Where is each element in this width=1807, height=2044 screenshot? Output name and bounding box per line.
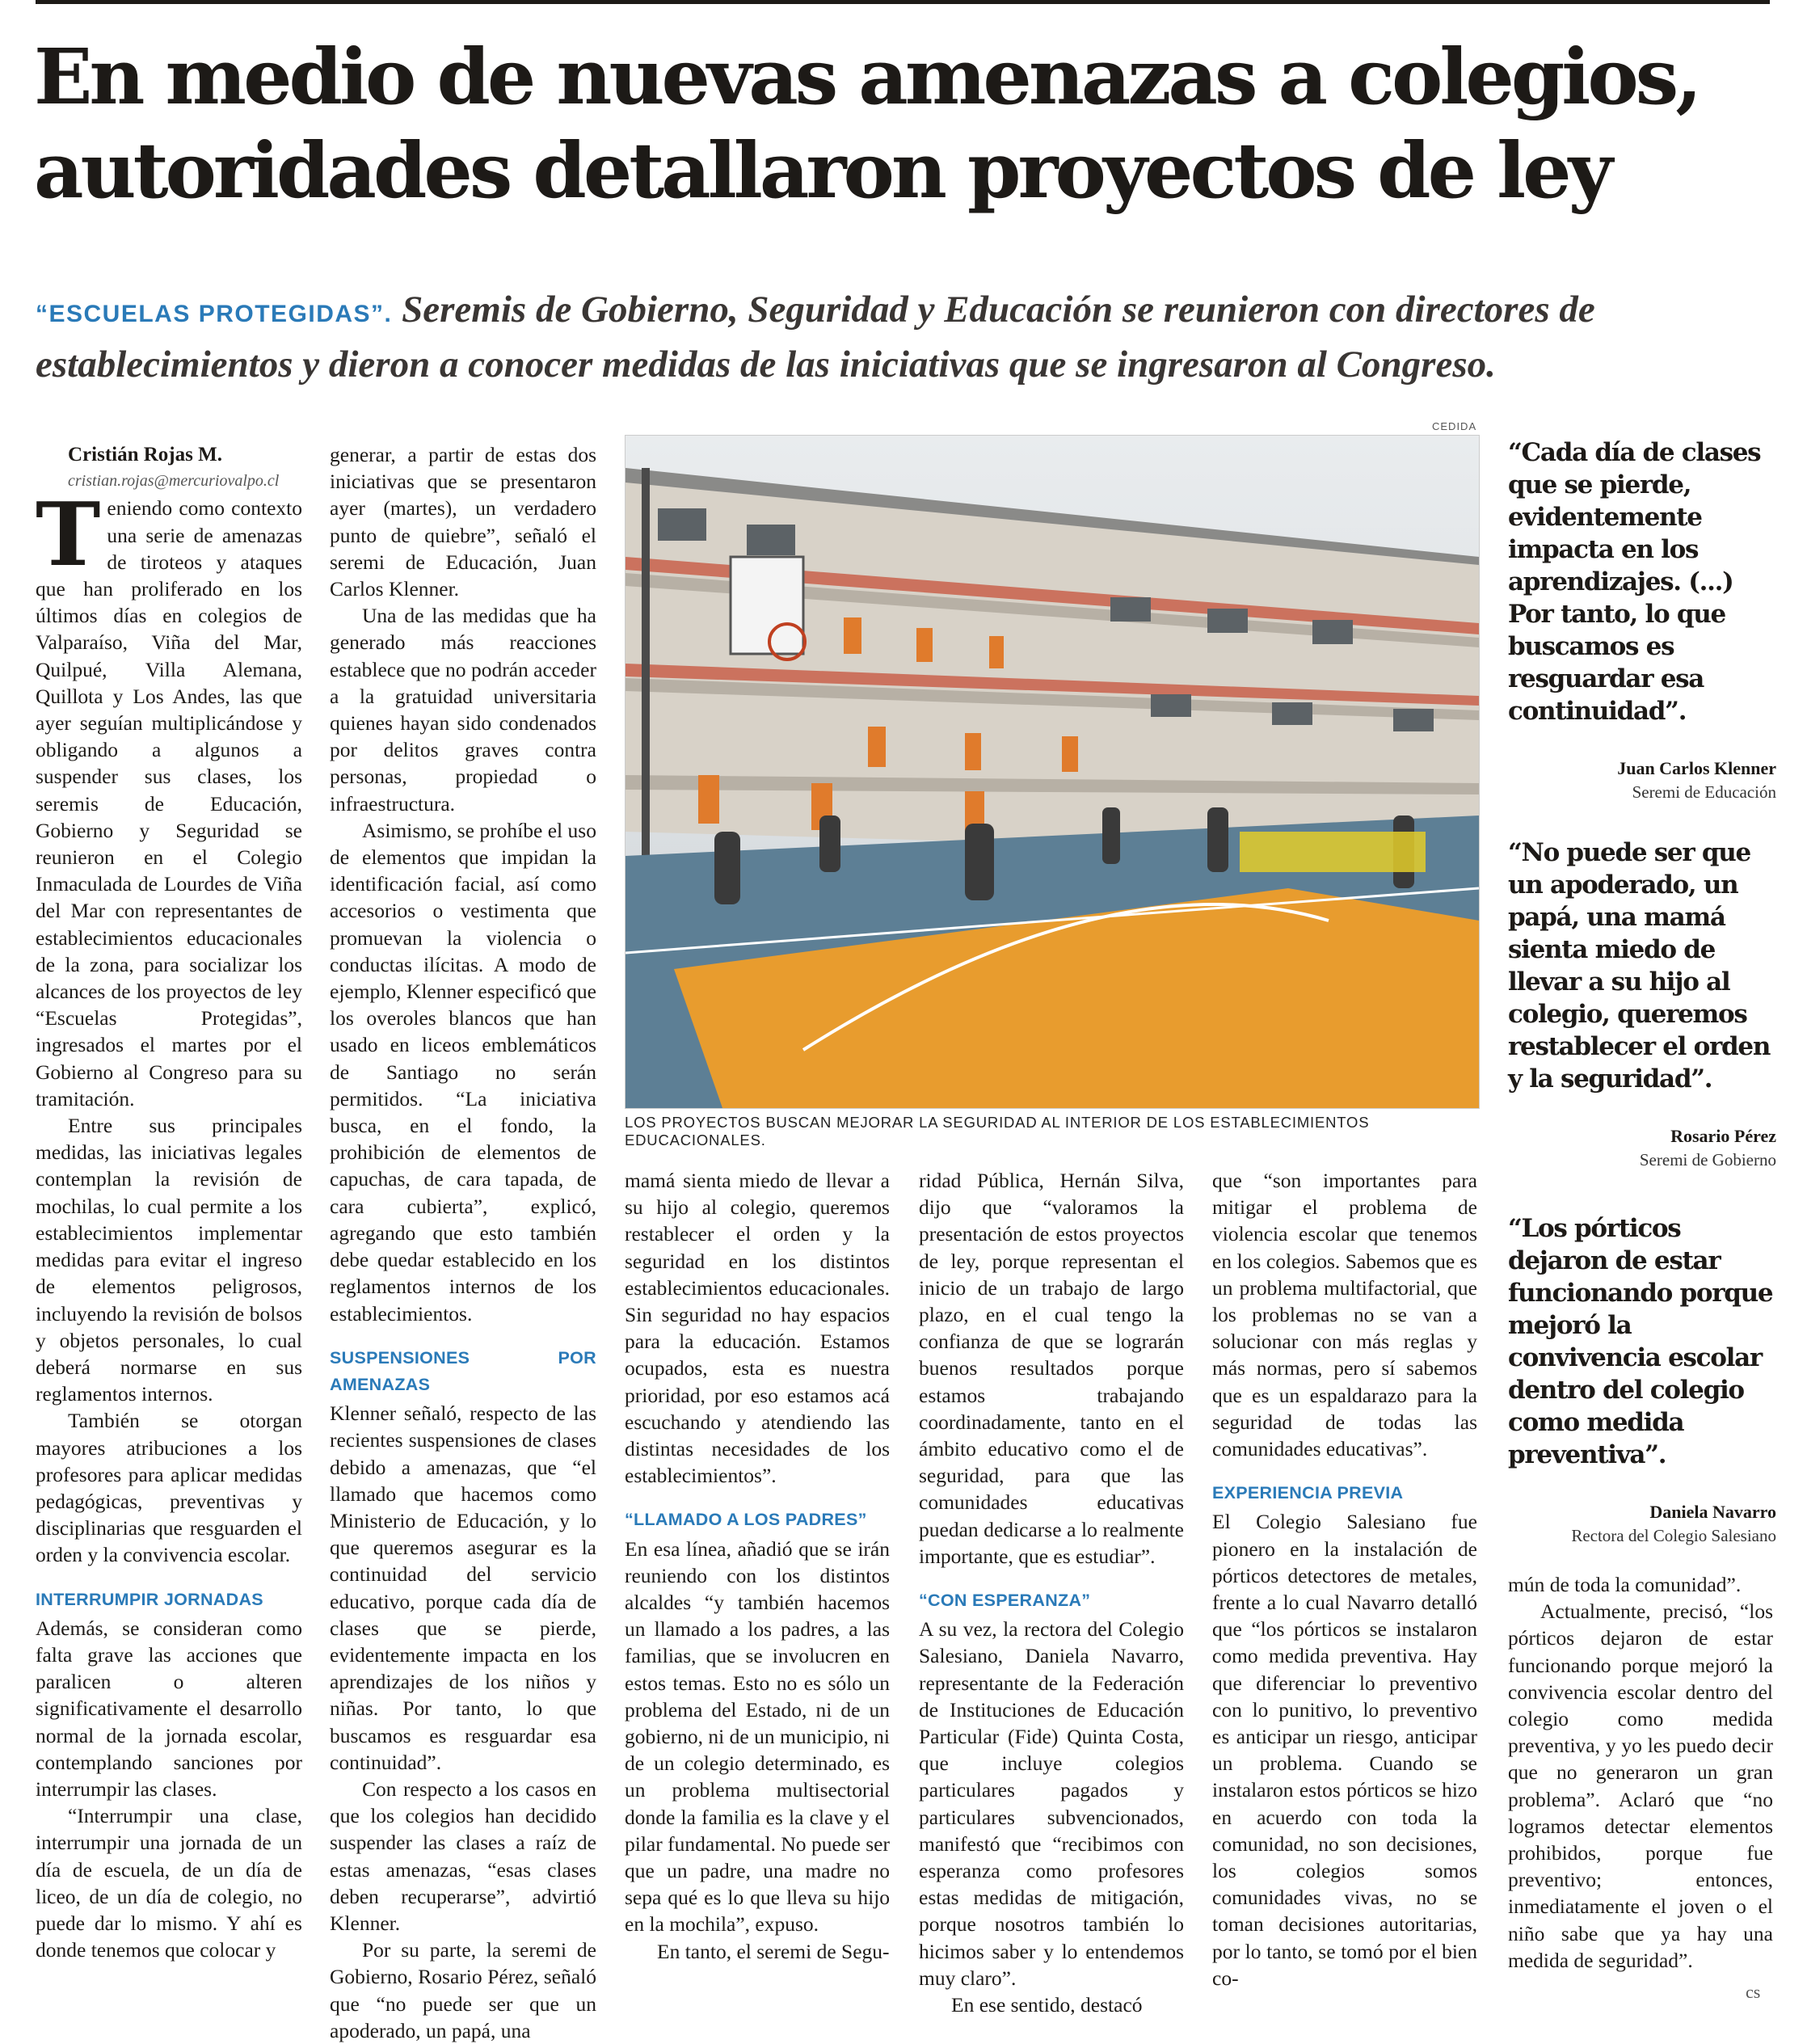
quote-text: “Cada día de clases que se pierde, evidentemente impacta en los aprendizajes. (...) Por tanto, lo que buscamos es resguardar esa continuidad”. xyxy=(1508,438,1761,726)
quote-text: “Los pórticos dejaron de estar funcionando porque mejoró la convivencia escolar dentro del colegio como medida preventiva”. xyxy=(1508,1214,1773,1469)
pull-quote-perez xyxy=(1508,837,1776,1170)
paragraph: En tanto, el seremi de Segu- xyxy=(657,1939,890,1963)
paragraph: mún de toda la comunidad”. xyxy=(1508,1573,1742,1596)
photo-credit: CEDIDA xyxy=(1432,420,1477,432)
article-column-3 xyxy=(625,1167,890,1965)
paragraph: Además, se consideran como falta grave las acciones que paralicen o alteren significativamente el desarrollo normal de la jornada escolar, contemplando sanciones por interrumpir las clases. xyxy=(36,1616,302,1801)
article-column-2 xyxy=(330,441,596,2044)
paragraph: “Interrumpir una clase, interrumpir una jornada de un día de escuela, de un día de liceo, de un día de colegio, no puede dar lo mismo. Y ahí es donde tenemos que colocar y xyxy=(36,1804,302,1962)
deck-kicker: “ESCUELAS PROTEGIDAS”. xyxy=(36,301,393,327)
article-column-1 xyxy=(36,441,302,1963)
paragraph: El Colegio Salesiano fue pionero en la instalación de pórticos detectores de metales, frente a lo cual Navarro detalló que “los pórticos se instalaron como medida preventiva. Hay que diferenciar lo preventivo con lo punitivo, lo preventivo es anticipar un riesgo, anticipar un problema. Cuando se instalaron estos pórticos se hizo en acuerdo con toda la comunidad, no son decisiones, los colegios somos comunidades vivas, no se toman decisiones autoritarias, por lo tanto, se tomó por el bien co- xyxy=(1212,1510,1477,1990)
paragraph: ridad Pública, Hernán Silva, dijo que “valoramos la presentación de estos proyectos de ley, porque representan el inicio de un trabajo de largo plazo, en el cual tengo la confianza de que se lograrán buenos resultados porque estamos trabajando coordinadamente, tanto en el ámbito educativo como el de seguridad, para que las comunidades educativas puedan dedicarse a lo realmente importante, que es estudiar”. xyxy=(919,1169,1184,1568)
paragraph: Actualmente, precisó, “los pórticos dejaron de estar funcionando porque mejoró la convivencia escolar dentro del colegio como medida preventiva, y yo les puedo decir que no generaron un gran problema”. Aclaró que “no logramos detectar elementos prohibidos, porque fue preventivo; entonces, inmediatamente el joven o el niño sabe que ya hay una medida de seguridad”. xyxy=(1508,1599,1773,1972)
quote-role: Rectora del Colegio Salesiano xyxy=(1571,1526,1776,1545)
article-column-6 xyxy=(1508,1571,1773,1974)
deck-text: Seremis de Gobierno, Seguridad y Educación se reunieron con directores de establecimientos y dieron a conocer medidas de las iniciativas que se ingresaron al Congreso. xyxy=(36,289,1595,386)
subhead-interrumpir: INTERRUMPIR JORNADAS xyxy=(36,1589,263,1609)
lead-paragraph xyxy=(36,484,302,1112)
quote-author: Rosario Pérez xyxy=(1670,1126,1776,1146)
byline-email: cristian.rojas@mercuriovalpo.cl xyxy=(68,472,280,491)
headline xyxy=(34,31,1780,218)
subhead-experiencia: EXPERIENCIA PREVIA xyxy=(1212,1483,1404,1503)
paragraph: También se otorgan mayores atribuciones a los profesores para aplicar medidas pedagógicas, preventivas y disciplinarias que resguarden el orden y la convivencia escolar. xyxy=(36,1409,302,1567)
subhead-esperanza: “CON ESPERANZA” xyxy=(919,1591,1091,1611)
lead-text: eniendo como contexto una serie de amenazas de tiroteos y ataques que han proliferado en los últimos días en colegios de Valparaíso, Viña del Mar, Quilpué, Villa Alemana, Quillota y Los Andes, las que ayer seguían multiplicándose y obligando a algunos a suspender sus clases, los seremis de Educación, Gobierno y Seguridad se reunieron en el Colegio Inmaculada de Lourdes de Viña del Mar con representantes de establecimientos educacionales de la zona, para socializar los alcances de los proyectos de ley “Escuelas Protegidas”, ingresados el martes por el Gobierno al Congreso para su tramitación. xyxy=(36,496,302,1111)
paragraph: Con respecto a los casos en que los colegios han decidido suspender las clases a raíz de estas amenazas, “esas clases deben recuperarse”, advirtió Klenner. xyxy=(330,1776,596,1935)
byline-name: Cristián Rojas M. xyxy=(68,444,222,466)
quote-text: “No puede ser que un apoderado, un papá, una mamá sienta miedo de llevar a su hijo al colegio, queremos restablecer el orden y la seguridad”. xyxy=(1508,838,1771,1094)
top-rule xyxy=(36,0,1770,4)
article-column-4 xyxy=(919,1167,1184,2018)
paragraph: Entre sus principales medidas, las iniciativas legales contemplan la revisión de mochilas, lo cual permite a los establecimientos implementar medidas para evitar el ingreso de elementos peligrosos, incluyendo la revisión de bolsos y objetos personales, lo cual deberá normarse en sus reglamentos internos. xyxy=(36,1114,302,1406)
photo-caption: LOS PROYECTOS BUSCAN MEJORAR LA SEGURIDAD AL INTERIOR DE LOS ESTABLECIMIENTOS EDUCACIONALES. xyxy=(625,1114,1370,1148)
pull-quote-navarro xyxy=(1508,1212,1776,1546)
school-courtyard-photo xyxy=(625,435,1480,1109)
paragraph: mamá sienta miedo de llevar a su hijo al colegio, queremos restablecer el orden y la seguridad en los distintos establecimientos educacionales. Sin seguridad no hay espacios para la educación. Estamos ocupados, esta es nuestra prioridad, por eso estamos acá escuchando y atendiendo las distintas necesidades de los establecimientos”. xyxy=(625,1169,890,1488)
subhead-suspensiones: SUSPENSIONES POR AMENAZAS xyxy=(330,1347,596,1394)
paragraph: generar, a partir de estas dos iniciativas que se presentaron ayer (martes), un verdadero punto de quiebre”, señaló el seremi de Educación, Juan Carlos Klenner. xyxy=(330,443,596,601)
quote-author: Daniela Navarro xyxy=(1649,1502,1776,1522)
paragraph: Por su parte, la seremi de Gobierno, Rosario Pérez, señaló que “no puede ser que un apoderado, un papá, una xyxy=(330,1938,596,2042)
headline-line-1: En medio de nuevas amenazas a colegios, xyxy=(34,32,1700,122)
paragraph: Asimismo, se prohíbe el uso de elementos que impidan la identificación facial, así como accesorios o vestimenta que promuevan la violencia o conductas ilícitas. A modo de ejemplo, Klenner especificó que los overoles blancos que han usado en liceos emblemáticos de Santiago no serán permitidos. “La iniciativa busca, en el fondo, la prohibición de elementos de capuchas, de cara tapada, de cara cubierta”, explicó, agregando que esto también debe quedar establecido en los reglamentos internos de los establecimientos. xyxy=(330,818,596,1325)
end-mark: cs xyxy=(1746,1982,1761,2002)
paragraph: A su vez, la rectora del Colegio Salesiano, Daniela Navarro, representante de la Federación de Instituciones de Educación Particular (Fide) Quinta Costa, que incluye colegios particulares pagados y particulares subvencionados, manifestó que “recibimos con esperanza como profesores estas medidas de mitigación, porque nosotros también lo hicimos saber y lo entendemos muy claro”. xyxy=(919,1617,1184,1990)
drop-cap: T xyxy=(36,484,101,587)
quote-role: Seremi de Educación xyxy=(1632,782,1776,802)
paragraph: Una de las medidas que ha generado más reacciones establece que no podrán acceder a la gratuidad universitaria quienes hayan sido condenados por delitos graves contra personas, propiedad o infraestructura. xyxy=(330,604,596,815)
headline-line-2: autoridades detallaron proyectos de ley xyxy=(34,126,1610,216)
paragraph: En esa línea, añadió que se irán reuniendo con los distintos alcaldes “y también hacemos un llamado a los padres, a las familias, que se involucren en estos temas. Esto no es sólo un problema del Estado, ni de un gobierno, ni de un municipio, ni de un colegio determinado, es un problema multisectorial donde la familia es la clave y el pilar fundamental. No puede ser que un padre, una madre no sepa qué es lo que lleva su hijo en la mochila”, expuso. xyxy=(625,1536,890,1937)
photo-illustration xyxy=(626,436,1479,1108)
paragraph: que “son importantes para mitigar el problema de violencia escolar que tenemos en los colegios. Sabemos que es un problema multifactorial, que los problemas no se van a solucionar con más reglas y más normas, pero sí sabemos que es un espaldarazo para la seguridad de todas las comunidades educativas”. xyxy=(1212,1169,1477,1461)
paragraph: En ese sentido, destacó xyxy=(951,1993,1143,2017)
subhead-llamado: “LLAMADO A LOS PADRES” xyxy=(625,1510,867,1530)
paragraph: Klenner señaló, respecto de las recientes suspensiones de clases debido a amenazas, que “el llamado que hacemos como Ministerio de Educación, y lo que queremos asegurar es la continuidad del servicio educativo, porque cada día de clases que se pierde, evidentemente impacta en los aprendizajes de los niños y niñas. Por tanto, lo que buscamos es resguardar esa continuidad”. xyxy=(330,1401,596,1774)
article-column-5 xyxy=(1212,1167,1477,1991)
quote-author: Juan Carlos Klenner xyxy=(1617,758,1776,778)
pull-quote-klenner xyxy=(1508,436,1776,803)
quote-role: Seremi de Gobierno xyxy=(1639,1150,1776,1170)
deck xyxy=(36,284,1773,390)
